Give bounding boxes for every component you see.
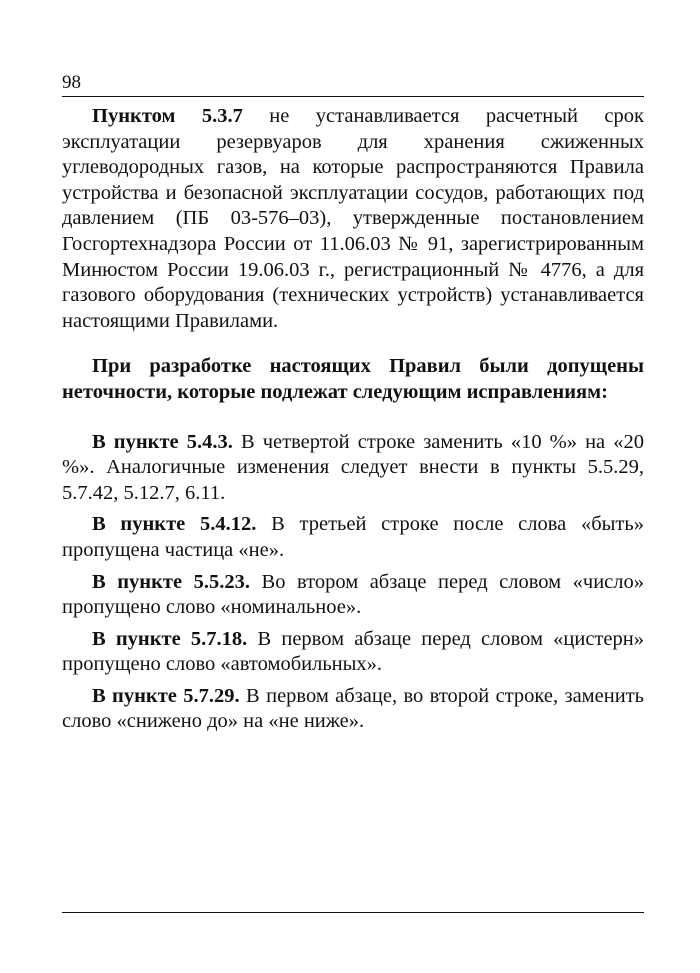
correction-lead: В пункте 5.4.3. [92, 430, 233, 453]
correction-item [62, 512, 644, 563]
intro-lead: Пунктом 5.3.7 [92, 105, 243, 127]
corrections-list [62, 430, 644, 736]
correction-lead: В пункте 5.4.12. [92, 513, 257, 536]
corrections-heading: При разработке настоящих Правил были допущены неточности, которые подлежат следующим исправлениям: [62, 355, 644, 403]
intro-paragraph [62, 104, 644, 334]
footer-rule [62, 912, 644, 913]
correction-item [62, 430, 644, 507]
correction-text: В первом абзаце, во второй строке, заменить слово «снижено до» на «не ниже». [62, 684, 644, 733]
correction-item [62, 684, 644, 735]
intro-text: не устанавливается расчетный срок эксплуатации резервуаров для хранения сжиженных углеводородных газов, на которые распространяются Правила устройства и безопасной эксплуатации сосудов, работающих под давлением (ПБ 03-576–03), утвержденные постановлением Госгортехнадзора России от 11.06.03 № 91, зарегистрированным Минюстом России 19.06.03 г., регистрационный № 4776, а для газового оборудования (технических устройств) устанавливается настоящими Правилами. [62, 105, 644, 332]
correction-lead: В пункте 5.7.18. [92, 627, 248, 650]
header-rule [62, 96, 644, 97]
correction-text: В третьей строке после слова «быть» пропущена частица «не». [62, 513, 644, 561]
correction-item [62, 570, 644, 621]
correction-text: В первом абзаце перед словом «цистерн» пропущено слово «автомобильных». [62, 627, 644, 676]
correction-text: Во втором абзаце перед словом «число» пропущено слово «номинальное». [62, 570, 645, 619]
correction-lead: В пункте 5.5.23. [92, 570, 250, 593]
correction-text: В четвертой строке заменить «10 %» на «20 %». Аналогичные изменения следует внести в пункты 5.5.29, 5.7.42, 5.12.7, 6.11. [62, 430, 645, 504]
correction-item [62, 627, 644, 678]
page-body [62, 104, 644, 741]
correction-lead: В пункте 5.7.29. [92, 684, 240, 707]
page-number: 98 [62, 72, 81, 93]
